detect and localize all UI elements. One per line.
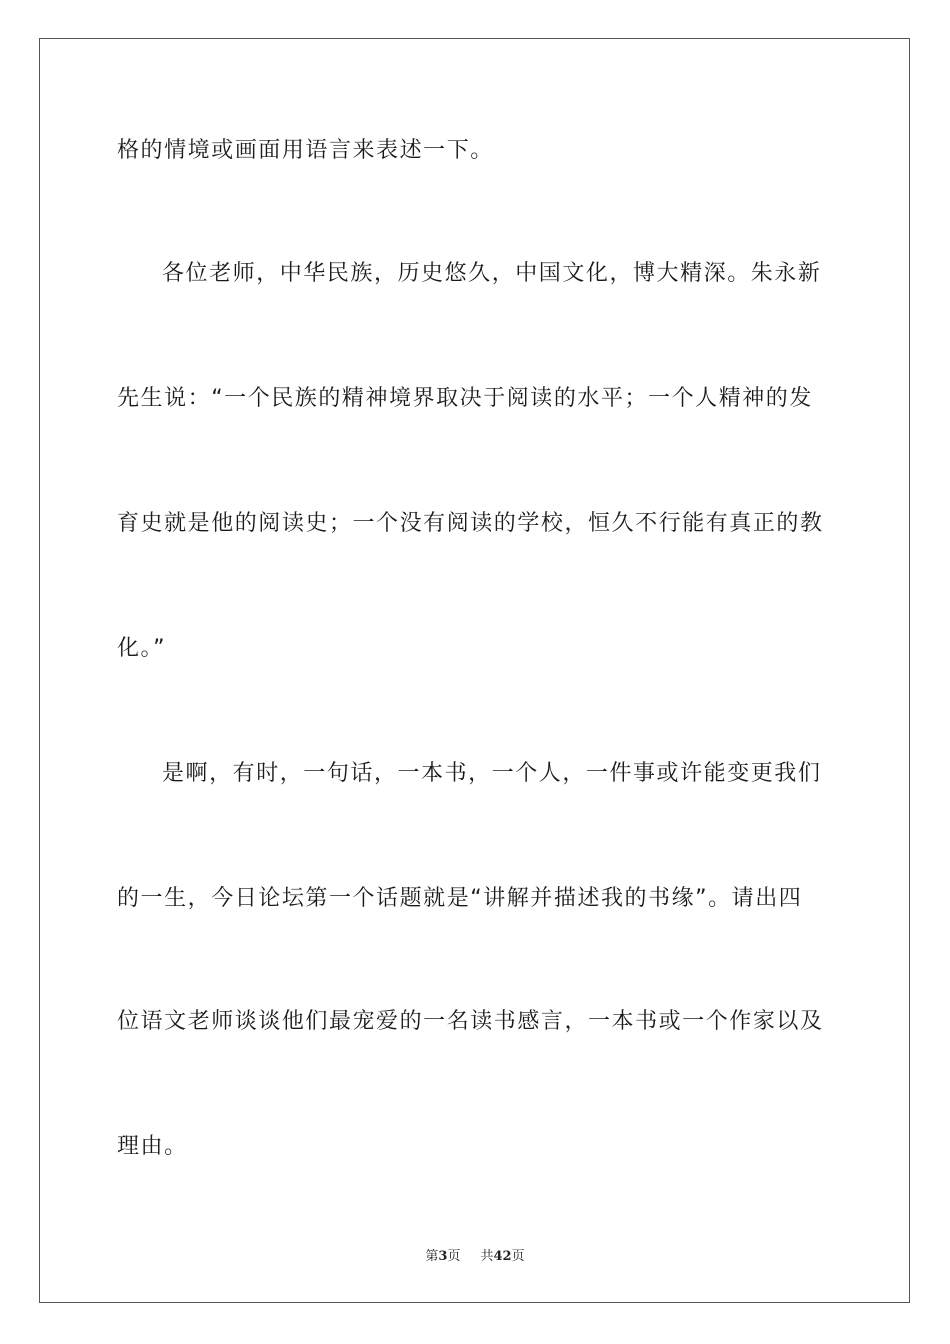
total-suffix: 页: [511, 1249, 525, 1264]
page-prefix: 第: [425, 1249, 439, 1264]
text-line: 理由。: [117, 1134, 188, 1159]
page-footer: [0, 1248, 950, 1266]
text-line: 的一生，今日论坛第一个话题就是“讲解并描述我的书缘”。请出四: [117, 886, 803, 911]
total-pages-label: [480, 1249, 524, 1264]
page-border: [39, 38, 910, 1303]
total-pages: 42: [493, 1249, 512, 1264]
text-line: 是啊，有时，一句话，一本书，一个人，一件事或许能变更我们: [162, 761, 822, 786]
text-line: 格的情境或画面用语言来表述一下。: [117, 138, 494, 163]
text-line: 位语文老师谈谈他们最宠爱的一名读书感言，一本书或一个作家以及: [117, 1009, 824, 1034]
page-suffix: 页: [447, 1249, 461, 1264]
total-prefix: 共: [480, 1249, 494, 1264]
page-number-label: [425, 1249, 460, 1264]
text-line: 先生说：“一个民族的精神境界取决于阅读的水平；一个人精神的发: [117, 386, 813, 411]
text-line: 各位老师，中华民族，历史悠久，中国文化，博大精深。朱永新: [162, 261, 822, 286]
text-line: 育史就是他的阅读史；一个没有阅读的学校，恒久不行能有真正的教: [117, 511, 824, 536]
page-number: 3: [438, 1249, 448, 1264]
text-line: 化。”: [117, 636, 167, 661]
